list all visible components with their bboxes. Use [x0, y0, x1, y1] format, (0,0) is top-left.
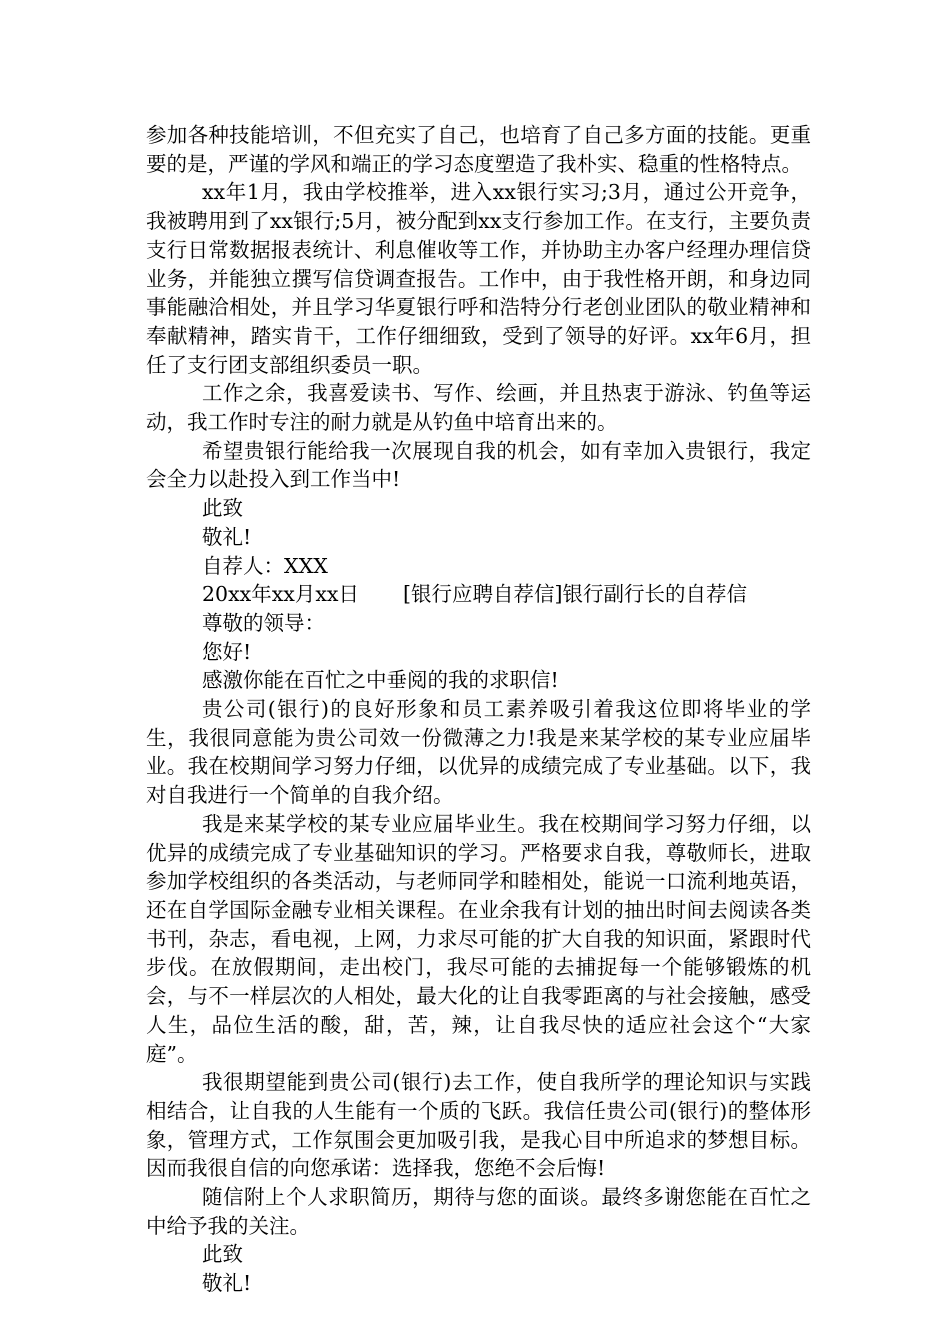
- letter2-paragraph-intro: 贵公司(银行)的良好形象和员工素养吸引着我这位即将毕业的学生，我很同意能为贵公司效一份微薄之力!我是来某学校的某专业应届毕业。我在校期间学习努力仔细，以优异的成绩完成了专业基础。以下，我对自我进行一个简单的自我介绍。: [146, 697, 811, 808]
- paragraph-work-history: xx年1月，我由学校推举，进入xx银行实习;3月，通过公开竞争，我被聘用到了xx银行;5月，被分配到xx支行参加工作。在支行，主要负责支行日常数据报表统计、利息催收等工作，并协助主办客户经理办理信贷业务，并能独立撰写信贷调查报告。工作中，由于我性格开朗，和身边同事能融洽相处，并且学习华夏银行呼和浩特分行老创业团队的敬业精神和奉献精神，踏实肯干，工作仔细细致，受到了领导的好评。xx年6月，担任了支行团支部组织委员一职。: [146, 180, 811, 377]
- closing-salute: 此致: [202, 496, 243, 521]
- letter2-paragraph-aspiration: 我很期望能到贵公司(银行)去工作，使自我所学的理论知识与实践相结合，让自我的人生能有一个质的飞跃。我信任贵公司(银行)的整体形象，管理方式，工作氛围会更加吸引我，是我心目中所追求的梦想目标。因而我很自信的向您承诺：选择我，您绝不会后悔!: [146, 1070, 811, 1181]
- letter2-thanks: 感激你能在百忙之中垂阅的我的求职信!: [202, 668, 559, 693]
- letter2-regards: 敬礼!: [202, 1271, 252, 1296]
- letter2-paragraph-resume: 随信附上个人求职简历，期待与您的面谈。最终多谢您能在百忙之中给予我的关注。: [146, 1185, 811, 1238]
- closing-regards: 敬礼!: [202, 524, 252, 549]
- letter2-hello: 您好!: [202, 639, 252, 664]
- closing-signer: 自荐人：XXX: [202, 553, 328, 578]
- paragraph-hope: 希望贵银行能给我一次展现自我的机会，如有幸加入贵银行，我定会全力以赴投入到工作当中!: [146, 438, 811, 492]
- next-letter-title: [银行应聘自荐信]银行副行长的自荐信: [402, 582, 747, 607]
- closing-date: 20xx年xx月xx日: [202, 582, 359, 607]
- letter2-salute: 此致: [202, 1242, 243, 1267]
- letter2-greeting: 尊敬的领导：: [202, 610, 325, 635]
- document-page: [146, 121, 811, 1298]
- paragraph-hobbies: 工作之余，我喜爱读书、写作、绘画，并且热衷于游泳、钓鱼等运动，我工作时专注的耐力就是从钓鱼中培育出来的。: [146, 381, 811, 435]
- closing-date-line: [146, 580, 811, 609]
- letter2-paragraph-self: 我是来某学校的某专业应届毕业生。我在校期间学习努力仔细，以优异的成绩完成了专业基础知识的学习。严格要求自我，尊敬师长，进取参加学校组织的各类活动，与老师同学和睦相处，能说一口流利地英语，还在自学国际金融专业相关课程。在业余我有计划的抽出时间去阅读各类书刊，杂志，看电视，上网，力求尽可能的扩大自我的知识面，紧跟时代步伐。在放假期间，走出校门，我尽可能的去捕捉每一个能够锻炼的机会，与不一样层次的人相处，最大化的让自我零距离的与社会接触，感受人生，品位生活的酸，甜，苦，辣，让自我尽快的适应社会这个“大家庭”。: [146, 811, 811, 1066]
- paragraph-skills: 参加各种技能培训，不但充实了自己，也培育了自己多方面的技能。更重要的是，严谨的学风和端正的学习态度塑造了我朴实、稳重的性格特点。: [146, 123, 811, 176]
